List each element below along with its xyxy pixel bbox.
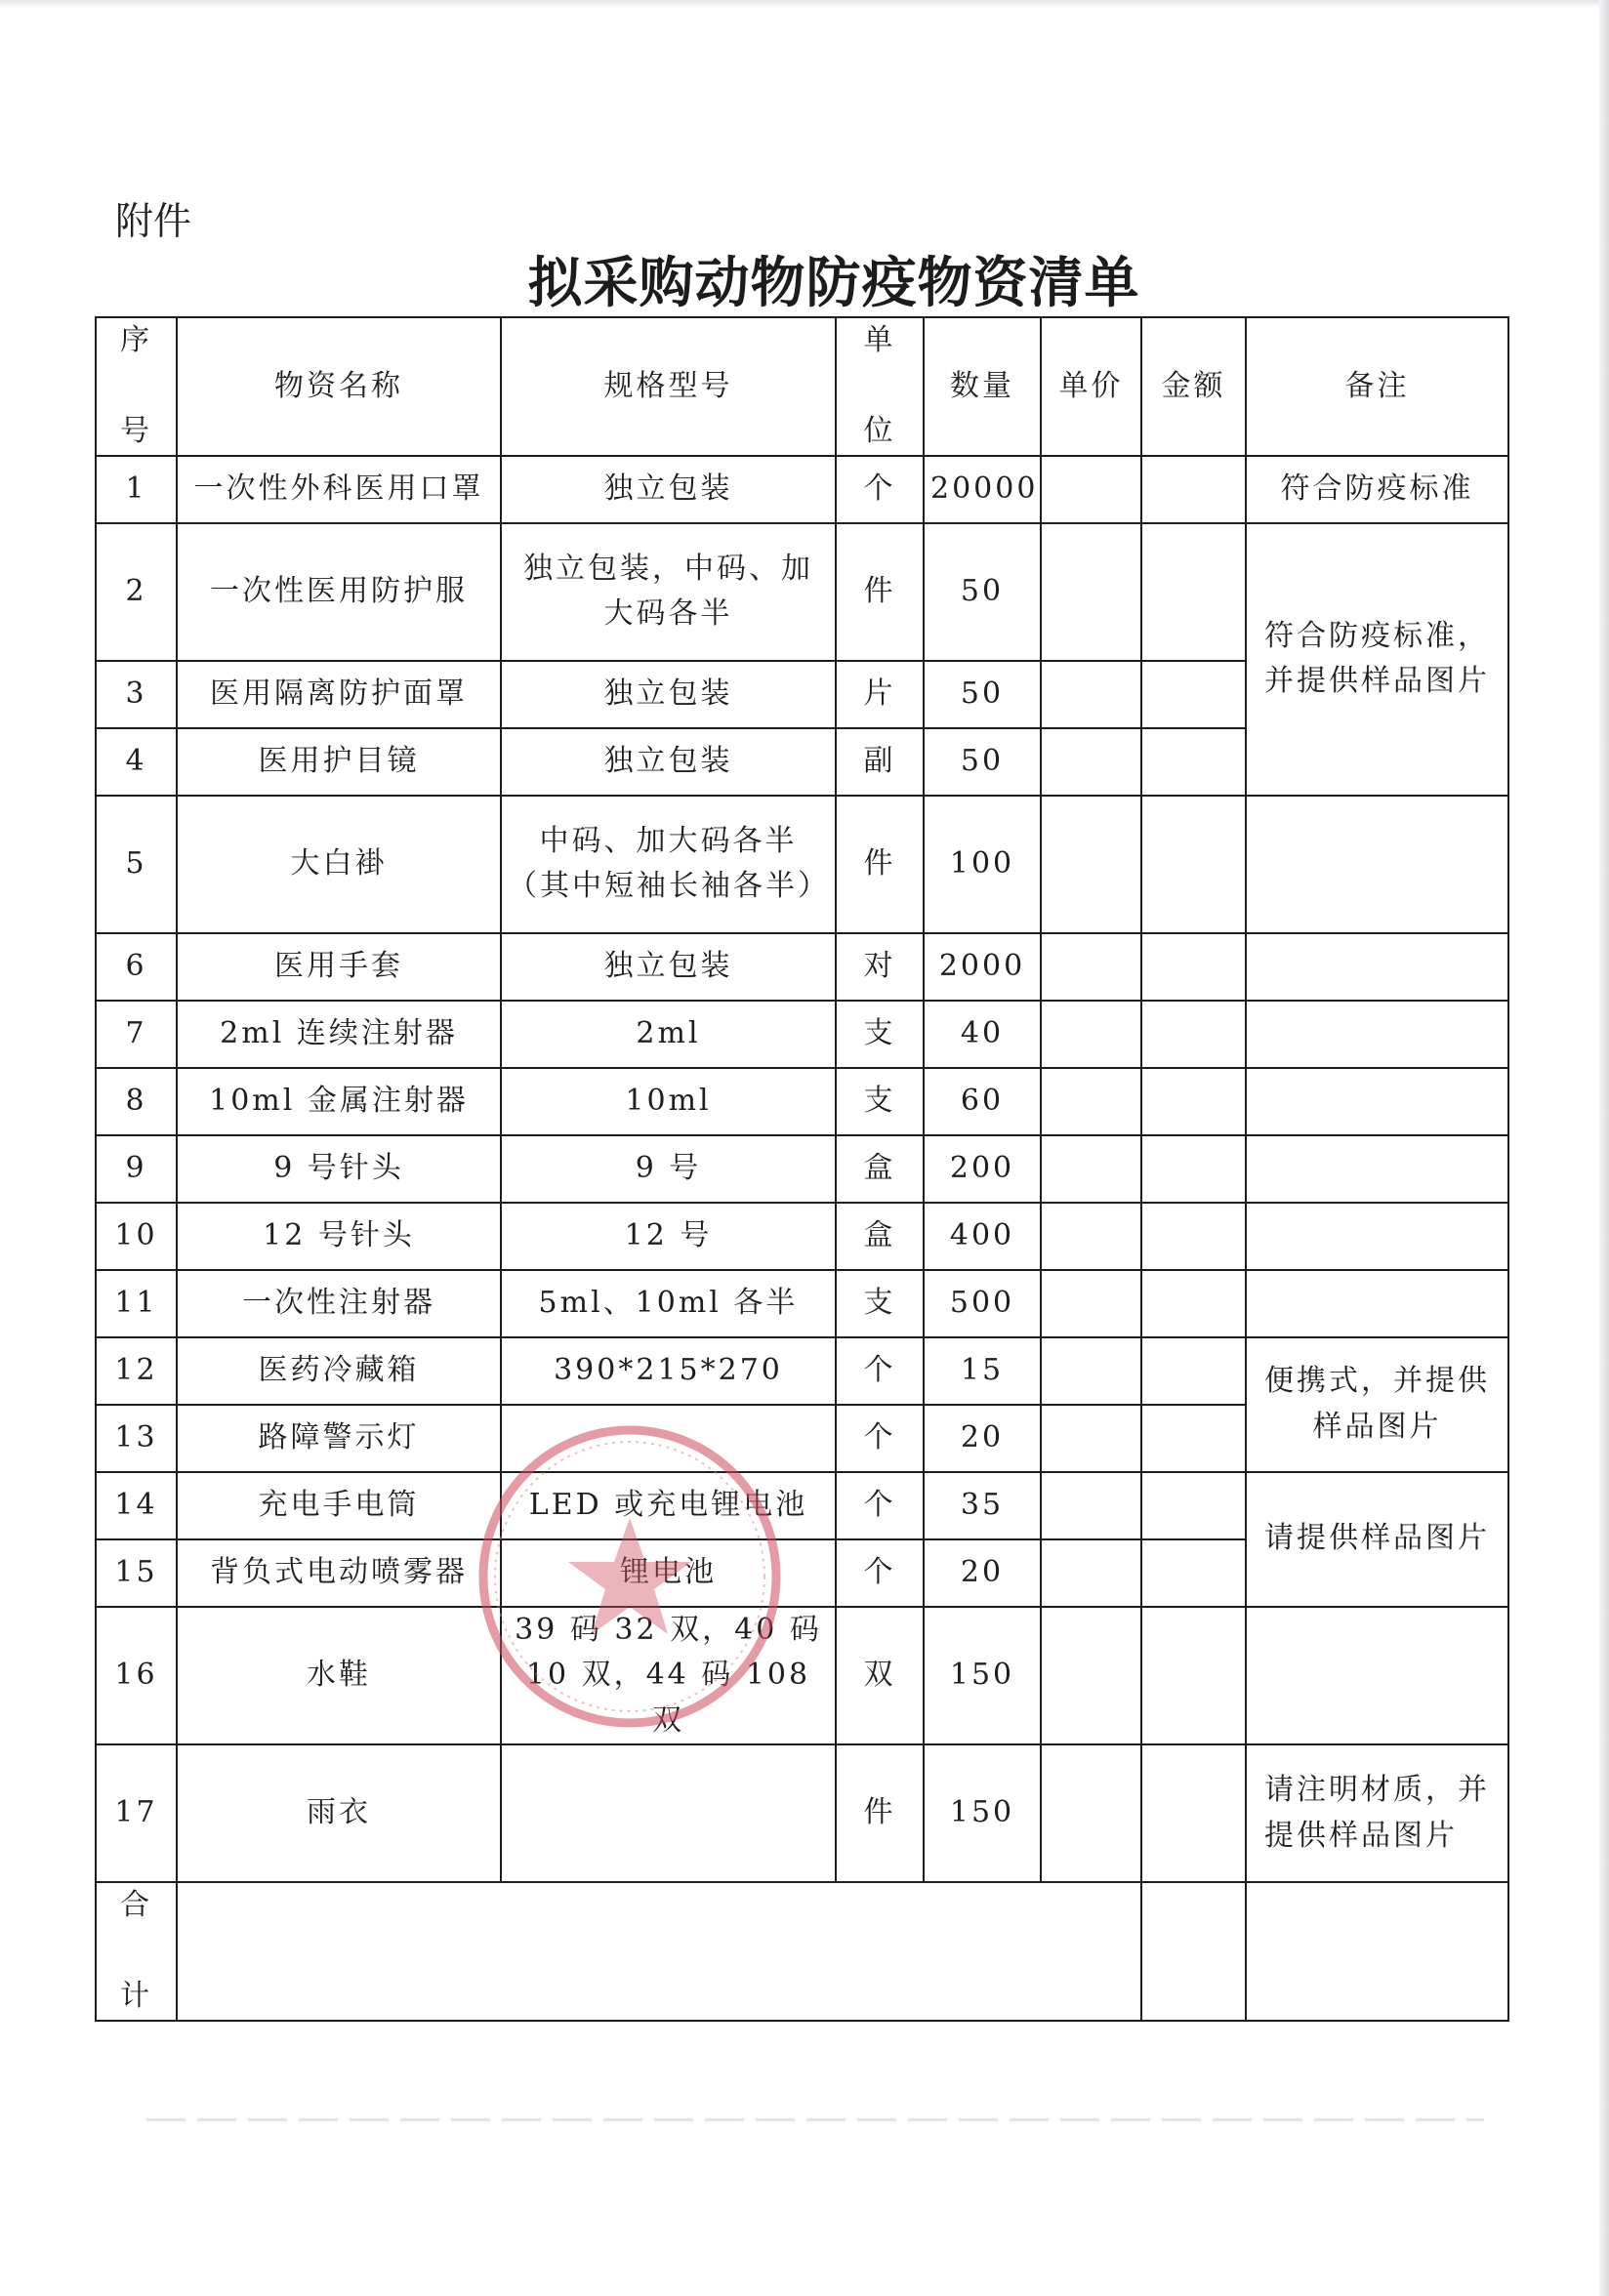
cell-index: 4 [96, 728, 177, 796]
cell-amount[interactable] [1141, 1135, 1246, 1203]
cell-spec: 2ml [501, 1001, 836, 1068]
header-index: 序 号 [96, 317, 177, 456]
cell-spec: 独立包装 [501, 456, 836, 523]
cell-amount[interactable] [1141, 1472, 1246, 1539]
cell-unit-price[interactable] [1041, 1001, 1141, 1068]
cell-amount[interactable] [1141, 1607, 1246, 1745]
table-row [96, 1270, 1508, 1337]
cell-name: 医用隔离防护面罩 [177, 661, 501, 728]
scan-artifact-line [146, 2118, 1484, 2121]
cell-amount[interactable] [1141, 1539, 1246, 1607]
cell-quantity: 20000 [924, 456, 1041, 523]
cell-name: 医用护目镜 [177, 728, 501, 796]
table-row [96, 796, 1508, 933]
cell-quantity: 50 [924, 523, 1041, 661]
cell-name: 医用手套 [177, 933, 501, 1001]
cell-remarks[interactable] [1246, 1068, 1508, 1135]
cell-unit: 支 [836, 1001, 924, 1068]
cell-spec: 10ml [501, 1068, 836, 1135]
cell-quantity: 40 [924, 1001, 1041, 1068]
cell-name: 大白褂 [177, 796, 501, 933]
cell-index: 3 [96, 661, 177, 728]
table-header-row [96, 317, 1508, 456]
cell-unit: 个 [836, 1405, 924, 1472]
cell-index: 6 [96, 933, 177, 1001]
total-label: 合 计 [96, 1882, 177, 2021]
cell-unit-price[interactable] [1041, 661, 1141, 728]
cell-remarks[interactable] [1246, 1135, 1508, 1203]
cell-unit-price[interactable] [1041, 933, 1141, 1001]
cell-index: 10 [96, 1203, 177, 1270]
cell-amount[interactable] [1141, 1068, 1246, 1135]
cell-amount[interactable] [1141, 728, 1246, 796]
cell-unit: 件 [836, 523, 924, 661]
cell-unit: 盒 [836, 1135, 924, 1203]
cell-remarks[interactable] [1246, 1203, 1508, 1270]
cell-spec [501, 1405, 836, 1472]
cell-unit: 件 [836, 1744, 924, 1882]
header-remarks: 备注 [1246, 317, 1508, 456]
cell-quantity: 500 [924, 1270, 1041, 1337]
cell-index: 5 [96, 796, 177, 933]
cell-amount[interactable] [1141, 796, 1246, 933]
cell-name: 一次性注射器 [177, 1270, 501, 1337]
cell-index: 7 [96, 1001, 177, 1068]
cell-amount[interactable] [1141, 661, 1246, 728]
header-spec: 规格型号 [501, 317, 836, 456]
cell-index: 17 [96, 1744, 177, 1882]
cell-name: 背负式电动喷雾器 [177, 1539, 501, 1607]
cell-unit-price[interactable] [1041, 1405, 1141, 1472]
table-row [96, 1607, 1508, 1745]
cell-unit-price[interactable] [1041, 523, 1141, 661]
total-remarks[interactable] [1246, 1882, 1508, 2021]
cell-remarks: 便携式，并提供样品图片 [1246, 1337, 1508, 1472]
cell-unit-price[interactable] [1041, 1337, 1141, 1405]
cell-unit: 对 [836, 933, 924, 1001]
cell-unit: 片 [836, 661, 924, 728]
cell-unit: 支 [836, 1270, 924, 1337]
cell-unit: 双 [836, 1607, 924, 1745]
cell-name: 医药冷藏箱 [177, 1337, 501, 1405]
cell-name: 一次性外科医用口罩 [177, 456, 501, 523]
cell-spec: 独立包装，中码、加大码各半 [501, 523, 836, 661]
cell-amount[interactable] [1141, 1270, 1246, 1337]
cell-name: 水鞋 [177, 1607, 501, 1745]
cell-remarks[interactable] [1246, 1270, 1508, 1337]
cell-index: 12 [96, 1337, 177, 1405]
cell-name: 雨衣 [177, 1744, 501, 1882]
cell-index: 13 [96, 1405, 177, 1472]
cell-unit-price[interactable] [1041, 1068, 1141, 1135]
cell-unit-price[interactable] [1041, 1135, 1141, 1203]
cell-quantity: 150 [924, 1744, 1041, 1882]
cell-amount[interactable] [1141, 1405, 1246, 1472]
header-quantity: 数量 [924, 317, 1041, 456]
cell-quantity: 50 [924, 728, 1041, 796]
cell-unit-price[interactable] [1041, 796, 1141, 933]
cell-unit: 个 [836, 1337, 924, 1405]
cell-index: 8 [96, 1068, 177, 1135]
header-amount: 金额 [1141, 317, 1246, 456]
cell-unit-price[interactable] [1041, 1539, 1141, 1607]
cell-quantity: 60 [924, 1068, 1041, 1135]
cell-amount[interactable] [1141, 456, 1246, 523]
cell-amount[interactable] [1141, 523, 1246, 661]
cell-quantity: 100 [924, 796, 1041, 933]
cell-unit-price[interactable] [1041, 1270, 1141, 1337]
scan-edge-right [1599, 0, 1609, 2296]
total-row [96, 1882, 1508, 2021]
cell-spec: 390*215*270 [501, 1337, 836, 1405]
cell-index: 11 [96, 1270, 177, 1337]
total-amount[interactable] [1141, 1882, 1246, 2021]
cell-amount[interactable] [1141, 933, 1246, 1001]
cell-index: 2 [96, 523, 177, 661]
table-row [96, 1337, 1508, 1405]
cell-unit-price[interactable] [1041, 1607, 1141, 1745]
cell-remarks: 符合防疫标准 [1246, 456, 1508, 523]
cell-unit: 盒 [836, 1203, 924, 1270]
cell-remarks[interactable] [1246, 1001, 1508, 1068]
cell-index: 1 [96, 456, 177, 523]
cell-unit: 个 [836, 1472, 924, 1539]
procurement-table [95, 316, 1509, 2022]
cell-name: 12 号针头 [177, 1203, 501, 1270]
cell-index: 16 [96, 1607, 177, 1745]
table-row [96, 933, 1508, 1001]
table-row [96, 1135, 1508, 1203]
cell-name: 一次性医用防护服 [177, 523, 501, 661]
cell-spec: 39 码 32 双，40 码 10 双，44 码 108 双 [501, 1607, 836, 1745]
cell-remarks: 请注明材质，并提供样品图片 [1246, 1744, 1508, 1882]
cell-index: 15 [96, 1539, 177, 1607]
cell-amount[interactable] [1141, 1203, 1246, 1270]
cell-quantity: 200 [924, 1135, 1041, 1203]
table-row [96, 1001, 1508, 1068]
cell-spec: 独立包装 [501, 933, 836, 1001]
header-unit-price: 单价 [1041, 317, 1141, 456]
cell-remarks: 符合防疫标准，并提供样品图片 [1246, 523, 1508, 796]
cell-remarks[interactable] [1246, 796, 1508, 933]
cell-unit-price[interactable] [1041, 456, 1141, 523]
cell-unit-price[interactable] [1041, 1472, 1141, 1539]
cell-spec: 9 号 [501, 1135, 836, 1203]
cell-quantity: 400 [924, 1203, 1041, 1270]
table-row [96, 523, 1508, 661]
cell-unit: 个 [836, 456, 924, 523]
cell-quantity: 20 [924, 1405, 1041, 1472]
cell-name: 充电手电筒 [177, 1472, 501, 1539]
cell-amount[interactable] [1141, 1001, 1246, 1068]
cell-quantity: 150 [924, 1607, 1041, 1745]
cell-unit: 个 [836, 1539, 924, 1607]
cell-name: 路障警示灯 [177, 1405, 501, 1472]
cell-unit-price[interactable] [1041, 1744, 1141, 1882]
cell-spec: 独立包装 [501, 728, 836, 796]
cell-remarks[interactable] [1246, 933, 1508, 1001]
cell-name: 2ml 连续注射器 [177, 1001, 501, 1068]
table-row [96, 1472, 1508, 1539]
cell-spec: 锂电池 [501, 1539, 836, 1607]
cell-unit-price[interactable] [1041, 728, 1141, 796]
cell-spec [501, 1744, 836, 1882]
cell-unit: 副 [836, 728, 924, 796]
cell-quantity: 15 [924, 1337, 1041, 1405]
cell-unit: 支 [836, 1068, 924, 1135]
cell-quantity: 50 [924, 661, 1041, 728]
header-unit: 单 位 [836, 317, 924, 456]
cell-spec: 独立包装 [501, 661, 836, 728]
cell-remarks[interactable] [1246, 1607, 1508, 1745]
scan-edge-top [0, 0, 1609, 8]
total-merged-cell[interactable] [177, 1882, 1141, 2021]
document-title: 拟采购动物防疫物资清单 [527, 251, 1140, 315]
cell-index: 9 [96, 1135, 177, 1203]
cell-amount[interactable] [1141, 1337, 1246, 1405]
cell-spec: 5ml、10ml 各半 [501, 1270, 836, 1337]
cell-remarks: 请提供样品图片 [1246, 1472, 1508, 1607]
table-row [96, 1744, 1508, 1882]
cell-amount[interactable] [1141, 1744, 1246, 1882]
cell-spec: LED 或充电锂电池 [501, 1472, 836, 1539]
cell-name: 10ml 金属注射器 [177, 1068, 501, 1135]
cell-index: 14 [96, 1472, 177, 1539]
cell-unit-price[interactable] [1041, 1203, 1141, 1270]
cell-quantity: 2000 [924, 933, 1041, 1001]
attachment-label: 附件 [115, 200, 192, 244]
header-name: 物资名称 [177, 317, 501, 456]
table-row [96, 1203, 1508, 1270]
cell-name: 9 号针头 [177, 1135, 501, 1203]
table-row [96, 1068, 1508, 1135]
cell-spec: 12 号 [501, 1203, 836, 1270]
cell-quantity: 35 [924, 1472, 1041, 1539]
table-row [96, 456, 1508, 523]
cell-quantity: 20 [924, 1539, 1041, 1607]
cell-unit: 件 [836, 796, 924, 933]
cell-spec: 中码、加大码各半（其中短袖长袖各半） [501, 796, 836, 933]
